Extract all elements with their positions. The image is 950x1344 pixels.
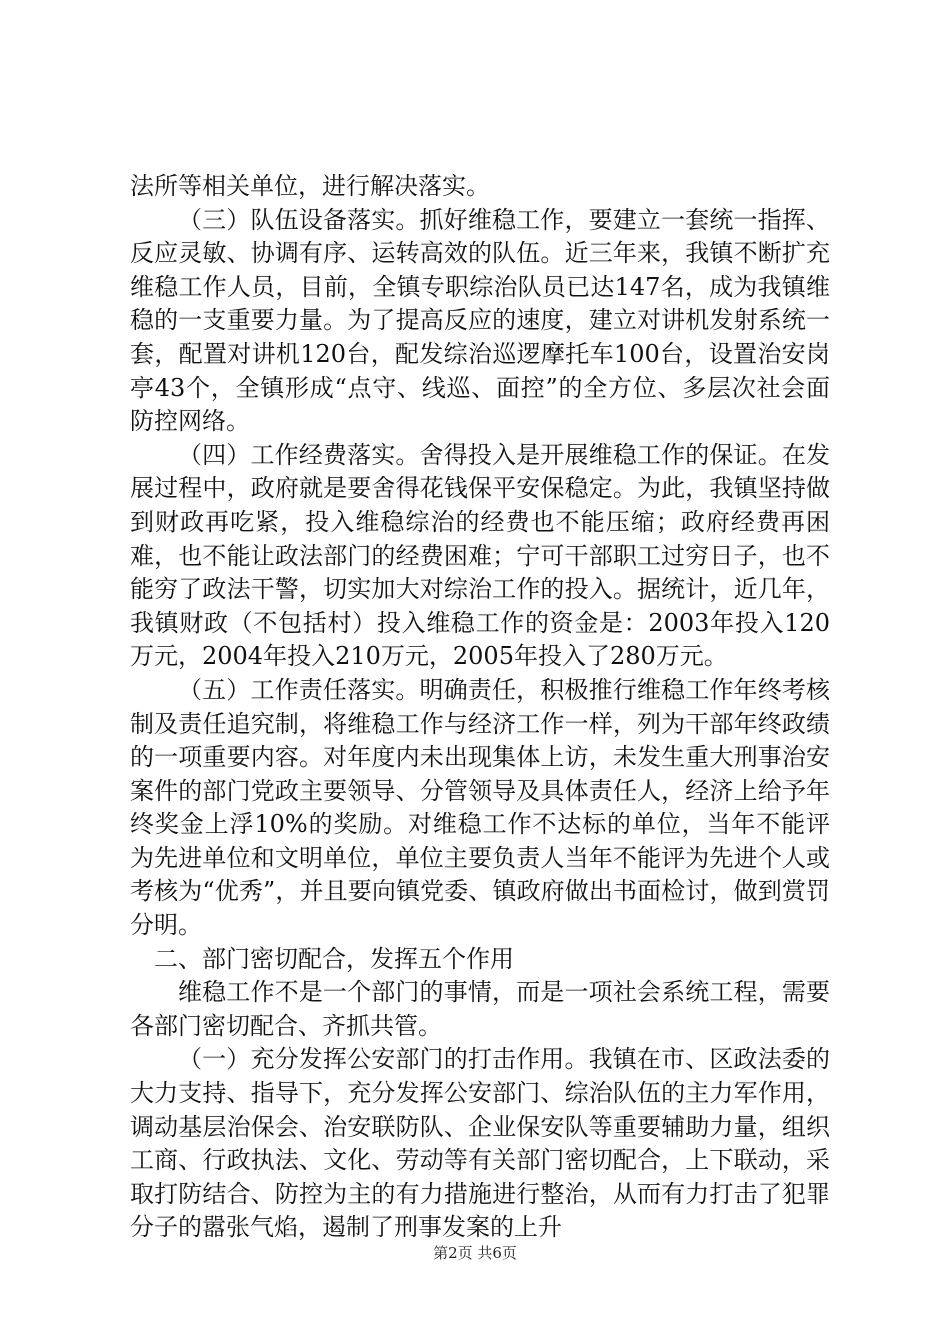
paragraph-work-funding: （四）工作经费落实。舍得投入是开展维稳工作的保证。在发展过程中，政府就是要舍得花钱保平安保稳定。为此，我镇坚持做到财政再吃紧，投入维稳综治的经费也不能压缩；政府经费再困难，也不能让政法部门的经费困难；宁可干部职工过穷日子，也不能穷了政法干警，切实加大对综治工作的投入。据统计，近几年，我镇财政（不包括村）投入维稳工作的资金是：2003年投入120万元，2004年投入210万元，2005年投入了280万元。: [130, 440, 830, 671]
paragraph-continuation: 法所等相关单位，进行解决落实。: [130, 172, 490, 200]
paragraph-work-responsibility: （五）工作责任落实。明确责任，积极推行维稳工作年终考核制及责任追究制，将维稳工作与经济工作一样，列为干部年终政绩的一项重要内容。对年度内未出现集体上访，未发生重大刑事治安案件的部门党政主要领导、分管领导及具体责任人，经济上给予年终奖金上浮10%的奖励。对维稳工作不达标的单位，当年不能评为先进单位和文明单位，单位主要负责人当年不能评为先进个人或考核为“优秀”，并且要向镇党委、镇政府做出书面检讨，做到赏罚分明。: [130, 675, 830, 940]
paragraph-public-security: （一）充分发挥公安部门的打击作用。我镇在市、区政法委的大力支持、指导下，充分发挥公安部门、综治队伍的主力军作用，调动基层治保会、治安联防队、企业保安队等重要辅助力量，组织工商、行政执法、文化、劳动等有关部门密切配合，上下联动，采取打防结合、防控为主的有力措施进行整治，从而有力打击了犯罪分子的嚣张气焰，遏制了刑事发案的上升: [130, 1045, 830, 1242]
paragraph-section-intro: 维稳工作不是一个部门的事情，而是一项社会系统工程，需要各部门密切配合、齐抓共管。: [130, 978, 830, 1040]
section-heading: 二、部门密切配合，发挥五个作用: [154, 944, 514, 973]
page-number-footer: 第2页 共6页: [433, 1244, 517, 1262]
paragraph-team-equipment: （三）队伍设备落实。抓好维稳工作，要建立一套统一指挥、反应灵敏、协调有序、运转高效的队伍。近三年来，我镇不断扩充维稳工作人员，目前，全镇专职综治队员已达147名，成为我镇维稳的一支重要力量。为了提高反应的速度，建立对讲机发射系统一套，配置对讲机120台，配发综治巡逻摩托车100台，设置治安岗亭43个，全镇形成“点守、线巡、面控”的全方位、多层次社会面防控网络。: [130, 205, 830, 436]
document-body: [130, 170, 830, 1245]
